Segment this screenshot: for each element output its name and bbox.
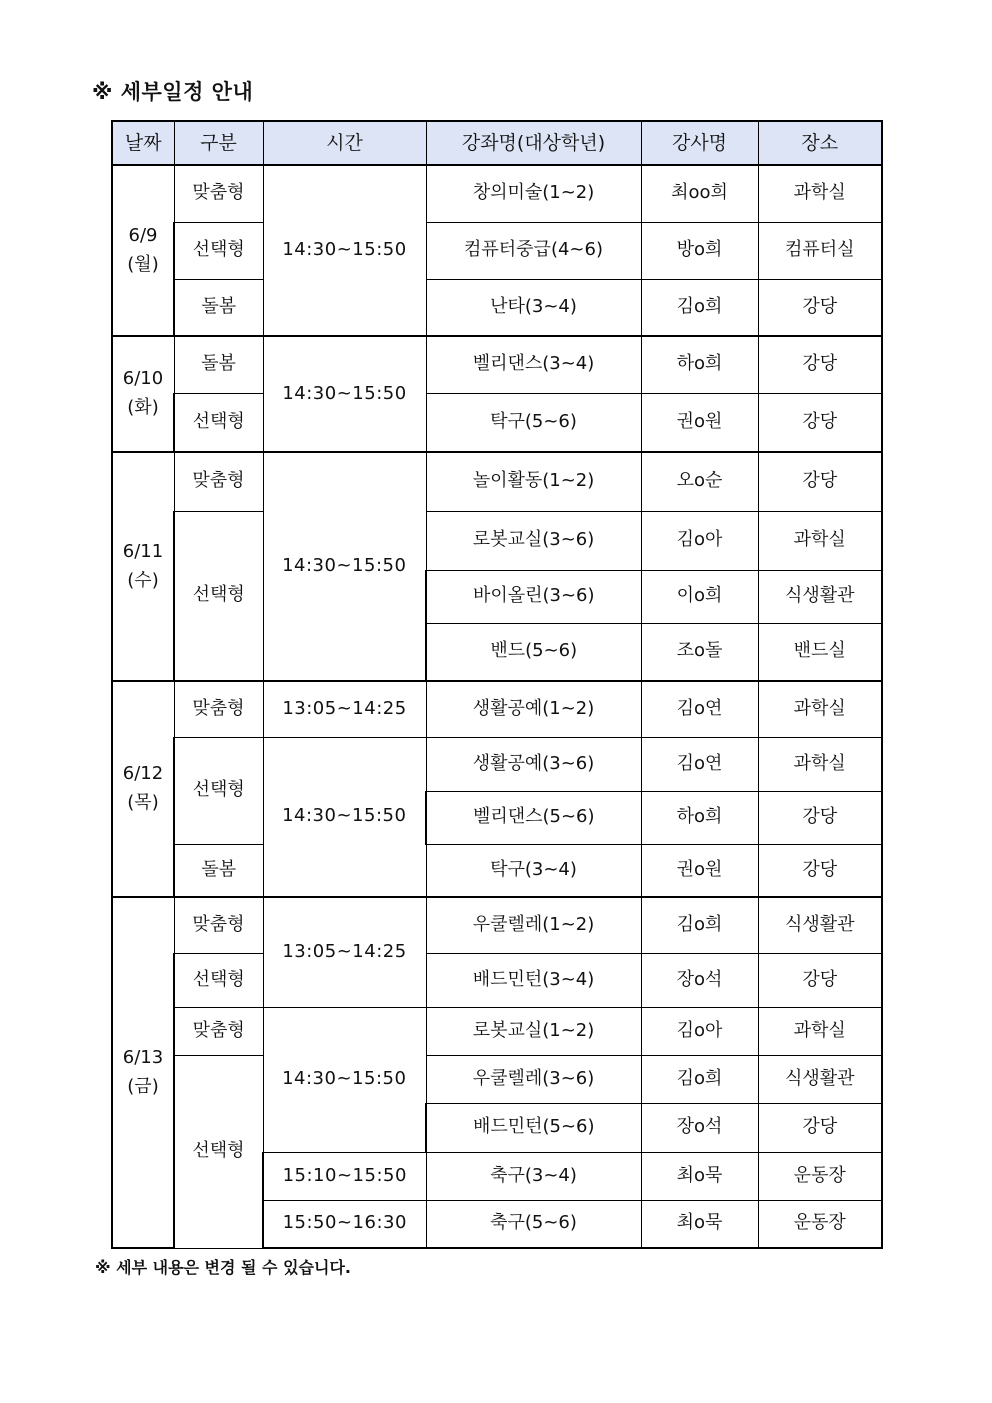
teacher-cell: 김o희 [641, 279, 758, 336]
type-cell: 맞춤형 [174, 452, 263, 511]
date-text: 6/10 [122, 368, 164, 390]
course-cell: 우쿨렐레(1~2) [426, 897, 641, 953]
date-text: 6/9 [128, 224, 158, 246]
teacher-cell: 조o돌 [641, 623, 758, 681]
place-cell: 과학실 [758, 165, 882, 222]
course-cell: 벨리댄스(5~6) [426, 791, 641, 844]
table-row [112, 1055, 882, 1103]
table-row [112, 897, 882, 953]
time-cell: 14:30~15:50 [263, 452, 426, 681]
type-cell: 선택형 [174, 1055, 263, 1248]
place-cell: 강당 [758, 953, 882, 1007]
teacher-cell: 최oo희 [641, 165, 758, 222]
teacher-cell: 하o희 [641, 336, 758, 393]
type-cell: 선택형 [174, 511, 263, 681]
header-place: 장소 [758, 121, 882, 165]
course-cell: 밴드(5~6) [426, 623, 641, 681]
type-cell: 맞춤형 [174, 681, 263, 737]
weekday-text: (금) [127, 1075, 159, 1097]
teacher-cell: 김o아 [641, 511, 758, 570]
page-heading: ※ 세부일정 안내 [92, 80, 254, 104]
table-row [112, 222, 882, 279]
place-cell: 강당 [758, 1103, 882, 1152]
time-cell: 15:50~16:30 [263, 1200, 426, 1248]
weekday-text: (목) [127, 792, 159, 813]
type-cell: 선택형 [174, 393, 263, 452]
teacher-cell: 김o희 [641, 897, 758, 953]
place-cell: 과학실 [758, 1007, 882, 1055]
date-text: 6/13 [122, 1046, 164, 1068]
teacher-cell: 김o아 [641, 1007, 758, 1055]
place-cell: 강당 [758, 844, 882, 897]
place-cell: 운동장 [758, 1152, 882, 1200]
type-cell: 맞춤형 [174, 897, 263, 953]
header-type: 구분 [174, 121, 263, 165]
table-row [112, 681, 882, 737]
date-cell [112, 897, 174, 1248]
place-cell: 식생활관 [758, 570, 882, 623]
date-cell [112, 452, 174, 681]
place-cell: 강당 [758, 791, 882, 844]
teacher-cell: 김o희 [641, 1055, 758, 1103]
table-row [112, 393, 882, 452]
footnote: ※ 세부 내용은 변경 될 수 있습니다. [95, 1258, 351, 1277]
place-cell: 밴드실 [758, 623, 882, 681]
course-cell: 탁구(5~6) [426, 393, 641, 452]
course-cell: 축구(5~6) [426, 1200, 641, 1248]
type-cell: 돌봄 [174, 279, 263, 336]
course-cell: 탁구(3~4) [426, 844, 641, 897]
date-text: 6/12 [122, 763, 164, 785]
course-cell: 축구(3~4) [426, 1152, 641, 1200]
type-cell: 돌봄 [174, 844, 263, 897]
date-cell [112, 165, 174, 336]
teacher-cell: 김o연 [641, 737, 758, 791]
table-row [112, 844, 882, 897]
course-cell: 벨리댄스(3~4) [426, 336, 641, 393]
teacher-cell: 최o묵 [641, 1200, 758, 1248]
date-text: 6/11 [122, 540, 164, 562]
place-cell: 운동장 [758, 1200, 882, 1248]
time-cell: 13:05~14:25 [263, 681, 426, 737]
table-row [112, 1007, 882, 1055]
place-cell: 과학실 [758, 737, 882, 791]
teacher-cell: 최o묵 [641, 1152, 758, 1200]
teacher-cell: 장o석 [641, 1103, 758, 1152]
time-cell: 13:05~14:25 [263, 897, 426, 1007]
place-cell: 과학실 [758, 681, 882, 737]
header-date: 날짜 [112, 121, 174, 165]
type-cell: 돌봄 [174, 336, 263, 393]
course-cell: 배드민턴(5~6) [426, 1103, 641, 1152]
weekday-text: (월) [127, 253, 159, 275]
teacher-cell: 권o원 [641, 393, 758, 452]
header-time: 시간 [263, 121, 426, 165]
table-row [112, 511, 882, 570]
header-teacher: 강사명 [641, 121, 758, 165]
table-row [112, 336, 882, 393]
time-cell: 14:30~15:50 [263, 165, 426, 336]
type-cell: 선택형 [174, 953, 263, 1007]
place-cell: 강당 [758, 393, 882, 452]
teacher-cell: 장o석 [641, 953, 758, 1007]
course-cell: 놀이활동(1~2) [426, 452, 641, 511]
type-cell: 선택형 [174, 737, 263, 844]
place-cell: 컴퓨터실 [758, 222, 882, 279]
teacher-cell: 김o연 [641, 681, 758, 737]
place-cell: 식생활관 [758, 897, 882, 953]
table-row [112, 737, 882, 791]
place-cell: 과학실 [758, 511, 882, 570]
type-cell: 맞춤형 [174, 1007, 263, 1055]
place-cell: 강당 [758, 279, 882, 336]
teacher-cell: 이o희 [641, 570, 758, 623]
course-cell: 생활공예(3~6) [426, 737, 641, 791]
course-cell: 생활공예(1~2) [426, 681, 641, 737]
course-cell: 난타(3~4) [426, 279, 641, 336]
course-cell: 로봇교실(3~6) [426, 511, 641, 570]
table-row [112, 953, 882, 1007]
header-row [112, 121, 882, 165]
table-row [112, 452, 882, 511]
table-row [112, 165, 882, 222]
place-cell: 식생활관 [758, 1055, 882, 1103]
time-cell: 14:30~15:50 [263, 1007, 426, 1152]
type-cell: 맞춤형 [174, 165, 263, 222]
header-course: 강좌명(대상학년) [426, 121, 641, 165]
weekday-text: (수) [127, 569, 159, 591]
teacher-cell: 권o원 [641, 844, 758, 897]
place-cell: 강당 [758, 336, 882, 393]
schedule-table [111, 120, 883, 1249]
course-cell: 바이올린(3~6) [426, 570, 641, 623]
course-cell: 로봇교실(1~2) [426, 1007, 641, 1055]
weekday-text: (화) [127, 397, 159, 418]
date-cell [112, 336, 174, 452]
course-cell: 창의미술(1~2) [426, 165, 641, 222]
date-cell [112, 681, 174, 897]
course-cell: 배드민턴(3~4) [426, 953, 641, 1007]
time-cell: 14:30~15:50 [263, 336, 426, 452]
type-cell: 선택형 [174, 222, 263, 279]
time-cell: 15:10~15:50 [263, 1152, 426, 1200]
place-cell: 강당 [758, 452, 882, 511]
teacher-cell: 오o순 [641, 452, 758, 511]
teacher-cell: 하o희 [641, 791, 758, 844]
table-row [112, 279, 882, 336]
teacher-cell: 방o희 [641, 222, 758, 279]
course-cell: 우쿨렐레(3~6) [426, 1055, 641, 1103]
time-cell: 14:30~15:50 [263, 737, 426, 897]
course-cell: 컴퓨터중급(4~6) [426, 222, 641, 279]
